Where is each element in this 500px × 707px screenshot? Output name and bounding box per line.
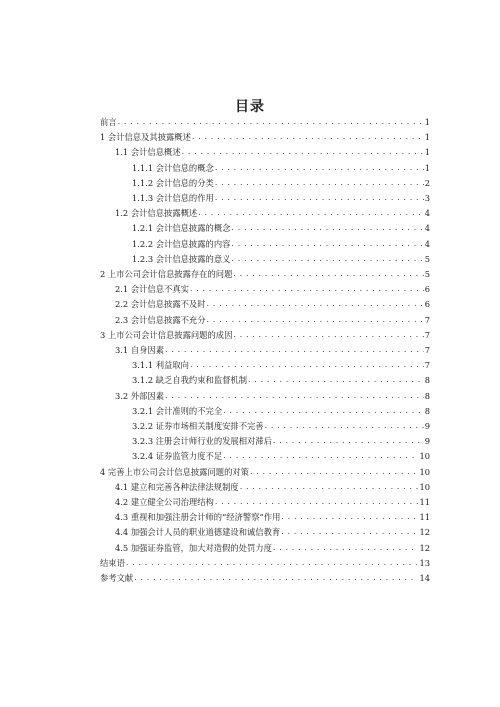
toc-dot-leader [190, 282, 424, 296]
toc-entry-page-number: 5 [424, 269, 430, 279]
toc-dot-leader [182, 145, 424, 159]
toc-title: 目录 [235, 99, 265, 115]
toc-entry-page-number: 5 [424, 253, 430, 264]
toc-entry[interactable] [100, 267, 430, 281]
toc-entry-page-number: 7 [424, 314, 430, 325]
toc-entry-title: 3.2 外部因素 [115, 390, 165, 401]
toc-entry-page-number: 7 [424, 329, 430, 340]
toc-dot-leader [190, 358, 424, 372]
toc-entry[interactable] [115, 282, 430, 296]
toc-entry-page-number: 10 [419, 451, 430, 462]
toc-entry-page-number: 13 [419, 557, 430, 568]
toc-entry-title: 4.5 加强证券监管，加大对造假的处罚力度 [115, 542, 272, 553]
toc-dot-leader [250, 465, 418, 479]
toc-dot-leader [223, 449, 418, 463]
toc-entry[interactable] [132, 161, 430, 175]
toc-entry-title: 1.1.1 会计信息的概念 [132, 162, 214, 173]
toc-entry-page-number: 8 [424, 390, 430, 401]
toc-entry-page-number: 11 [419, 512, 430, 523]
toc-dot-leader [231, 252, 423, 266]
toc-entry-page-number: 3 [424, 193, 430, 203]
toc-entry-title: 3.2.1 会计准则的不完全 [132, 405, 223, 416]
toc-entry[interactable] [115, 313, 430, 327]
toc-entry-title: 4 完善上市公司会计信息披露问题的对策 [100, 466, 249, 477]
toc-entry[interactable] [132, 449, 430, 463]
toc-entry-page-number: 14 [419, 573, 430, 583]
toc-entry[interactable] [115, 389, 430, 403]
toc-entry-page-number: 9 [424, 421, 430, 431]
toc-entry-title: 1 会计信息及其披露概述 [100, 132, 191, 143]
toc-dot-leader [281, 525, 418, 539]
toc-entry-title: 1.2 会计信息披露概述 [115, 208, 198, 219]
toc-entry-title: 3.1.2 缺乏自我约束和监督机制 [132, 375, 248, 386]
toc-dot-leader [215, 176, 424, 190]
toc-entry-title: 2.1 会计信息不真实 [115, 284, 189, 295]
toc-dot-leader [165, 389, 424, 403]
toc-entry-page-number: 4 [424, 238, 430, 249]
toc-entry-title: 4.4 加强会计人员的职业道德建设和诚信教育 [115, 527, 281, 538]
toc-entry[interactable] [115, 495, 430, 509]
toc-entry[interactable] [115, 510, 430, 524]
toc-dot-leader [215, 191, 424, 205]
toc-entry-page-number: 1 [424, 147, 430, 158]
toc-entry[interactable] [100, 115, 430, 129]
toc-dot-leader [192, 130, 424, 144]
toc-entry-page-number: 10 [419, 466, 430, 477]
toc-entry-page-number: 6 [424, 284, 430, 295]
toc-entry[interactable] [100, 465, 430, 479]
toc-entry[interactable] [132, 404, 430, 418]
toc-entry[interactable] [115, 206, 430, 220]
toc-entry-page-number: 1 [424, 162, 430, 173]
toc-entry[interactable] [132, 252, 430, 266]
toc-entry-page-number: 10 [419, 481, 430, 492]
toc-entry-title: 3 上市公司会计信息披露问题的成因 [100, 329, 233, 340]
toc-dot-leader [215, 161, 424, 175]
toc-entry[interactable] [100, 328, 430, 342]
toc-entry-page-number: 8 [424, 405, 430, 416]
toc-entry-title: 3.1.1 利益取向 [132, 360, 189, 371]
toc-entry[interactable] [132, 373, 430, 387]
toc-entry-title: 1.2.2 会计信息披露的内容 [132, 238, 231, 249]
toc-entry-page-number: 8 [424, 375, 430, 386]
toc-entry[interactable] [115, 297, 430, 311]
toc-entry[interactable] [132, 191, 430, 205]
toc-entry[interactable] [132, 358, 430, 372]
toc-dot-leader [265, 419, 424, 433]
toc-entry[interactable] [132, 221, 430, 235]
toc-entry-title: 结束语 [100, 557, 125, 568]
toc-entry-page-number: 1 [424, 117, 430, 127]
toc-dot-leader [207, 313, 424, 327]
toc-entry-title: 4.3 重视和加强注册会计师的“经济警察”作用 [115, 512, 281, 523]
toc-entry[interactable] [115, 525, 430, 539]
toc-dot-leader [134, 571, 418, 585]
toc-dot-leader [233, 267, 423, 281]
toc-entry-title: 2 上市公司会计信息披露存在的问题 [100, 269, 233, 279]
toc-entry-title: 3.2.2 证券市场相关制度安排不完善 [132, 421, 264, 431]
toc-entry-title: 1.1.2 会计信息的分类 [132, 177, 214, 188]
toc-dot-leader [273, 434, 424, 448]
toc-entry[interactable] [132, 176, 430, 190]
toc-entry[interactable] [132, 419, 430, 433]
toc-entry-page-number: 7 [424, 360, 430, 371]
toc-entry[interactable] [132, 237, 430, 251]
toc-entry-title: 4.1 建立和完善各种法律法规制度 [115, 481, 239, 492]
toc-entry-title: 4.2 建立健全公司治理结构 [115, 497, 214, 507]
toc-entry-page-number: 2 [424, 177, 430, 188]
toc-entry[interactable] [100, 130, 430, 144]
toc-dot-leader [126, 556, 419, 570]
toc-dot-leader [273, 541, 419, 555]
toc-entry-page-number: 7 [424, 345, 430, 355]
toc-entry-title: 1.1 会计信息概述 [115, 147, 181, 158]
toc-dot-leader [165, 343, 424, 357]
toc-entry[interactable] [115, 145, 430, 159]
toc-dot-leader [233, 328, 423, 342]
toc-entry-page-number: 4 [424, 208, 430, 219]
toc-entry-page-number: 12 [419, 527, 430, 538]
toc-entry[interactable] [115, 343, 430, 357]
toc-entry[interactable] [115, 480, 430, 494]
toc-entry-title: 2.2 会计信息披露不及时 [115, 299, 206, 310]
toc-entry-title: 2.3 会计信息披露不充分 [115, 314, 206, 325]
toc-entry-page-number: 12 [419, 542, 430, 553]
toc-dot-leader [207, 297, 424, 311]
toc-entry-page-number: 9 [424, 436, 430, 447]
toc-entry[interactable] [100, 571, 430, 585]
toc-entry-title: 前言 [100, 117, 117, 127]
toc-dot-leader [118, 115, 424, 129]
toc-entry-title: 3.2.4 证券监管力度不足 [132, 451, 223, 462]
toc-entry[interactable] [100, 556, 430, 570]
toc-entry-title: 3.2.3 注册会计师行业的发展相对滞后 [132, 436, 272, 447]
toc-dot-leader [231, 237, 423, 251]
toc-entry-page-number: 1 [424, 132, 430, 143]
toc-entry-title: 1.2.1 会计信息披露的概念 [132, 223, 231, 234]
toc-entry[interactable] [132, 434, 430, 448]
toc-dot-leader [231, 221, 423, 235]
toc-dot-leader [198, 206, 424, 220]
toc-dot-leader [248, 373, 424, 387]
toc-dot-leader [215, 495, 419, 509]
toc-entry[interactable] [115, 541, 430, 555]
toc-dot-leader [240, 480, 419, 494]
toc-entry-page-number: 11 [419, 497, 430, 507]
toc-dot-leader [223, 404, 424, 418]
toc-entry-page-number: 6 [424, 299, 430, 310]
toc-entry-page-number: 4 [424, 223, 430, 234]
toc-entry-title: 参考文献 [100, 573, 134, 583]
toc-entry-title: 1.2.3 会计信息披露的意义 [132, 253, 231, 264]
toc-entry-title: 1.1.3 会计信息的作用 [132, 193, 214, 203]
toc-entry-title: 3.1 自身因素 [115, 345, 165, 355]
toc-dot-leader [281, 510, 418, 524]
